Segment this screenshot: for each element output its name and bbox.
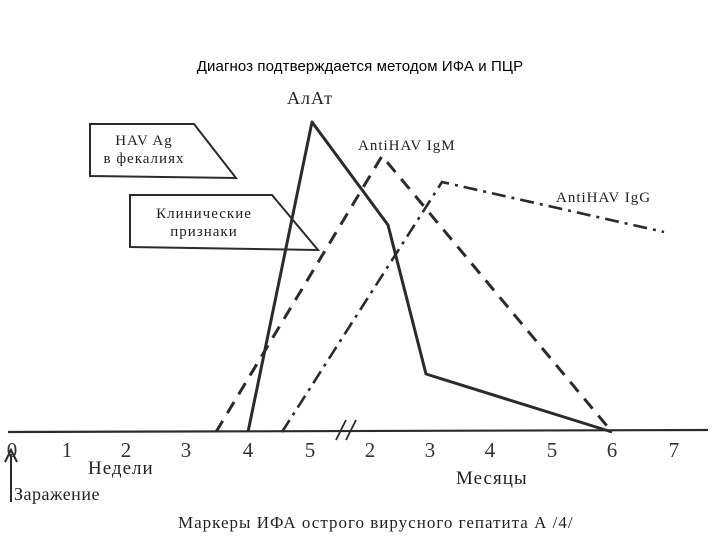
page-title: Диагноз подтверждается методом ИФА и ПЦР	[196, 58, 524, 75]
month-tick-label: 6	[606, 438, 618, 462]
week-tick-label: 4	[242, 438, 254, 462]
month-tick-label: 3	[424, 438, 436, 462]
hav-ag-line-2: в фекалиях	[103, 151, 185, 167]
clinical-signs-label	[138, 205, 270, 241]
month-tick-label: 2	[364, 438, 376, 462]
alat-curve	[248, 122, 612, 432]
month-tick-label: 5	[546, 438, 558, 462]
anti-hav-igm-label: Anti​HAV IgM	[358, 138, 456, 154]
week-tick-label: 3	[180, 438, 192, 462]
infection-label: Заражение	[14, 484, 100, 504]
month-tick-label: 4	[484, 438, 496, 462]
month-tick-label: 7	[668, 438, 680, 462]
months-axis-label: Месяцы	[456, 468, 528, 489]
anti-hav-igg-curve	[282, 182, 664, 432]
week-tick-label: 1	[61, 438, 73, 462]
hav-ag-label	[94, 132, 194, 168]
weeks-axis-label: Недели	[88, 458, 154, 479]
diagram-caption: Маркеры ИФА острого вирусного гепатита А /4/	[178, 513, 574, 532]
week-tick-label: 2	[120, 438, 132, 462]
week-tick-label: 5	[304, 438, 316, 462]
clinical-line-2: признаки	[170, 224, 238, 240]
alat-label: АлАт	[287, 88, 333, 108]
hav-ag-line-1: HAV Ag	[115, 133, 173, 149]
anti-hav-igg-label: Anti​HAV IgG	[556, 190, 652, 206]
clinical-line-1: Клинические	[156, 206, 252, 222]
week-tick-label: 0	[6, 438, 18, 462]
